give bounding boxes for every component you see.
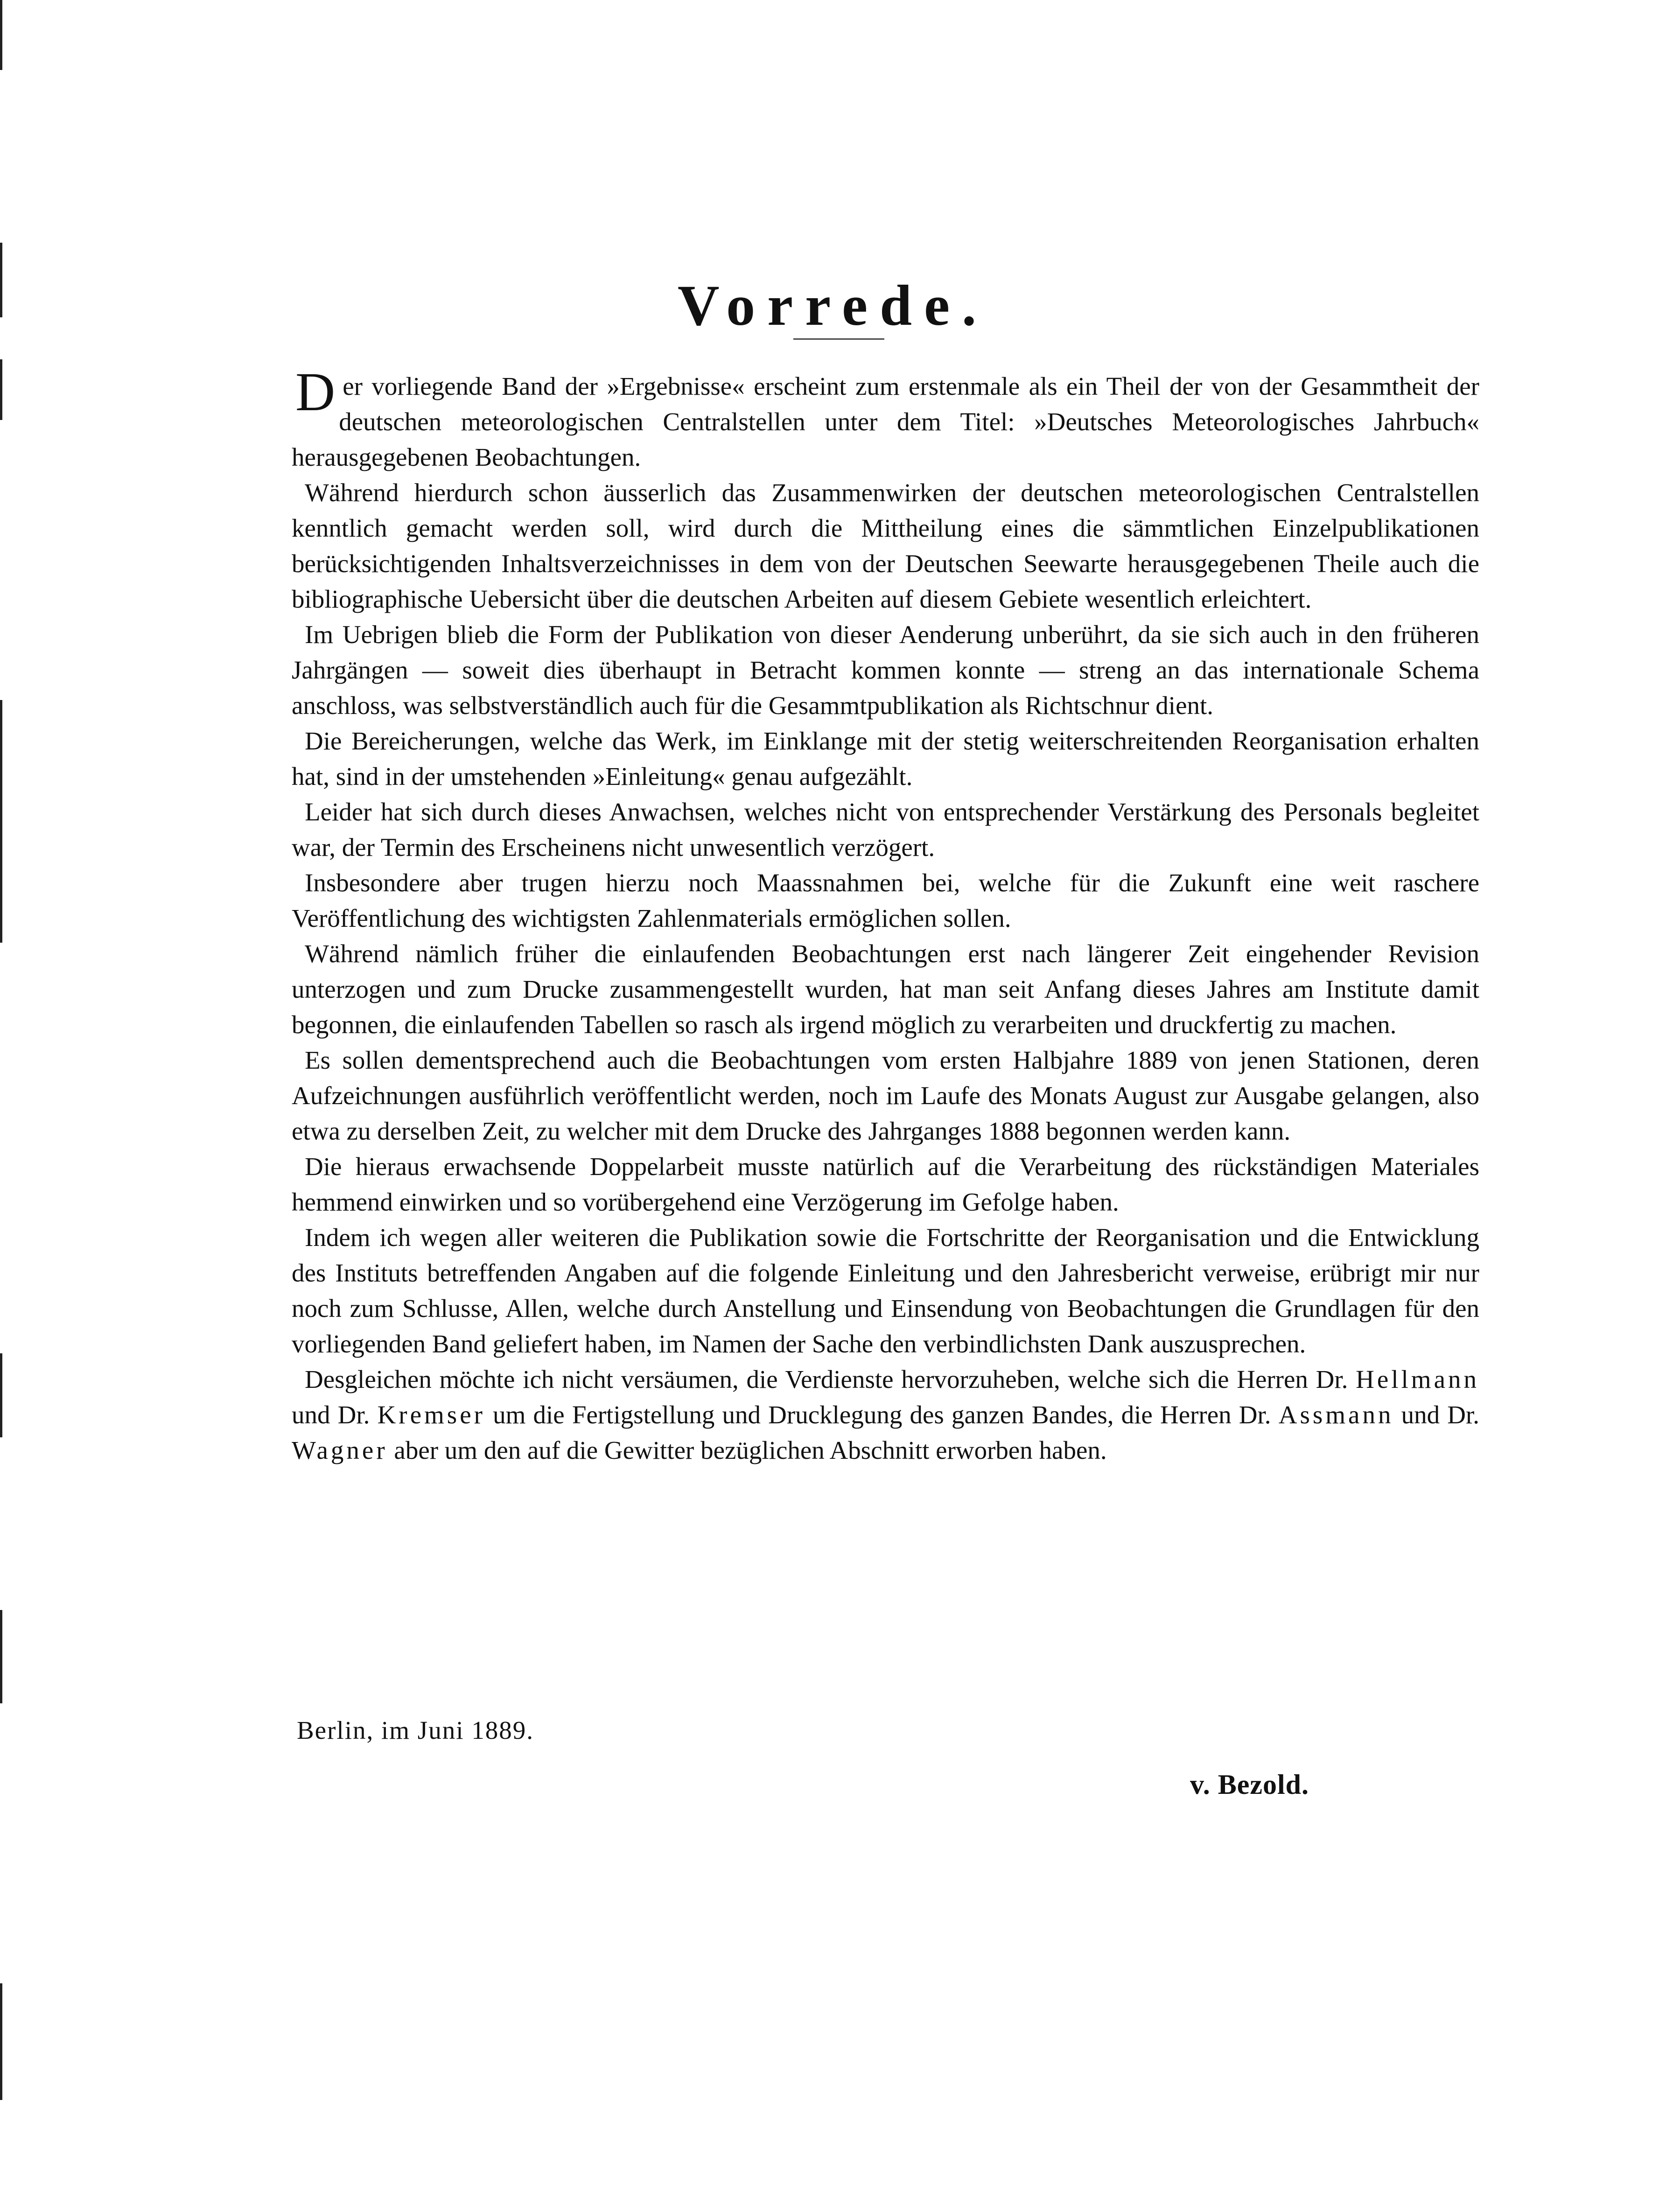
signature: v. Bezold. [1190, 1769, 1309, 1800]
paragraph-text: Indem ich wegen aller weiteren die Publikation sowie die Fortschritte der Reorganisation und die Entwicklung des Instituts betreffenden Angaben auf die folgende Einleitung und den Jahresbericht verweise, erübrigt mir nur noch zum Schlusse, Allen, welche durch Anstellung und Einsendung von Beobachtungen die Grundlagen für den vorliegenden Band geliefert haben, im Namen der Sache den verbindlichsten Dank auszusprechen. [292, 1223, 1479, 1358]
paragraph [292, 794, 1479, 865]
title-divider [793, 338, 884, 340]
paragraph [292, 1149, 1479, 1220]
paragraph [292, 1220, 1479, 1362]
scan-edge-mark [0, 1983, 2, 2100]
paragraph-text: Insbesondere aber trugen hierzu noch Maassnahmen bei, welche für die Zukunft eine weit raschere Veröffentlichung des wichtigsten Zahlenmaterials ermöglichen sollen. [292, 868, 1479, 932]
scan-edge-mark [0, 0, 2, 70]
paragraph [292, 617, 1479, 723]
paragraph-text: um die Fertigstellung und Drucklegung des ganzen Bandes, die Herren Dr. [485, 1400, 1279, 1429]
paragraph-text: aber um den auf die Gewitter bezüglichen Abschnitt erworben haben. [387, 1436, 1107, 1464]
scan-edge-mark [0, 359, 2, 420]
paragraph-text: Im Uebrigen blieb die Form der Publikation von dieser Aenderung unberührt, da sie sich auch in den früheren Jahrgängen — soweit dies überhaupt in Betracht kommen konnte — streng an das internationale Schema anschloss, was selbstverständlich auch für die Gesammtpublikation als Richtschnur dient. [292, 620, 1479, 720]
paragraph-text: Leider hat sich durch dieses Anwachsen, welches nicht von entsprechender Verstärkung des Personals begleitet war, der Termin des Erscheinens nicht unwesentlich verzögert. [292, 798, 1479, 861]
paragraph-text: Während hierdurch schon äusserlich das Zusammenwirken der deutschen meteorologischen Centralstellen kenntlich gemacht werden soll, wird durch die Mittheilung eines die sämmtlichen Einzelpublikationen berücksichtigenden Inhaltsverzeichnisses in dem von der Deutschen Seewarte herausgegebenen Theile auch die bibliographische Uebersicht über die deutschen Arbeiten auf diesem Gebiete wesentlich erleichtert. [292, 478, 1479, 613]
preface-body [292, 361, 1480, 1468]
page-title: Vorrede. [677, 273, 989, 338]
drop-cap: D [295, 361, 336, 422]
paragraph-text: er vorliegende Band der »Ergebnisse« erscheint zum erstenmale als ein Theil der von der Gesammtheit der deutschen meteorologischen Centralstellen unter dem Titel: »Deutsches Meteorologisches Jahrbuch« herausgegebenen Beobachtungen. [292, 372, 1479, 471]
paragraph-text: und Dr. [292, 1400, 378, 1429]
paragraph [292, 1043, 1479, 1149]
paragraph-text: Desgleichen möchte ich nicht versäumen, die Verdienste hervorzuheben, welche sich die Herren Dr. [305, 1365, 1356, 1393]
person-name: Hellmann [1356, 1365, 1479, 1393]
paragraph [292, 1362, 1479, 1468]
paragraph [292, 475, 1479, 617]
paragraph-text: Die hieraus erwachsende Doppelarbeit musste natürlich auf die Verarbeitung des rückständigen Materiales hemmend einwirken und so vorübergehend eine Verzögerung im Gefolge haben. [292, 1152, 1479, 1216]
paragraph-text: Die Bereicherungen, welche das Werk, im Einklange mit der stetig weiterschreitenden Reorganisation erhalten hat, sind in der umstehenden »Einleitung« genau aufgezählt. [292, 727, 1479, 791]
place-date: Berlin, im Juni 1889. [297, 1716, 534, 1744]
paragraph-text: Während nämlich früher die einlaufenden Beobachtungen erst nach längerer Zeit eingehender Revision unterzogen und zum Drucke zusammengestellt wurden, hat man seit Anfang dieses Jahres am Institute damit begonnen, die einlaufenden Tabellen so rasch als irgend möglich zu verarbeiten und druckfertig zu machen. [292, 939, 1479, 1039]
person-name: Assmann [1278, 1400, 1394, 1429]
scan-edge-mark [0, 1610, 2, 1703]
scan-edge-mark [0, 1353, 2, 1437]
scan-edge-mark [0, 700, 2, 943]
paragraph [292, 936, 1479, 1043]
person-name: Wagner [292, 1436, 388, 1464]
paragraph [292, 723, 1479, 794]
paragraph-text: und Dr. [1393, 1400, 1480, 1429]
paragraph [292, 865, 1479, 936]
person-name: Kremser [377, 1400, 485, 1429]
paragraph-text: Es sollen dementsprechend auch die Beobachtungen vom ersten Halbjahre 1889 von jenen Stationen, deren Aufzeichnungen ausführlich veröffentlicht werden, noch im Laufe des Monats August zur Ausgabe gelangen, also etwa zu derselben Zeit, zu welcher mit dem Drucke des Jahrganges 1888 begonnen werden kann. [292, 1046, 1479, 1145]
paragraph [292, 361, 1479, 475]
